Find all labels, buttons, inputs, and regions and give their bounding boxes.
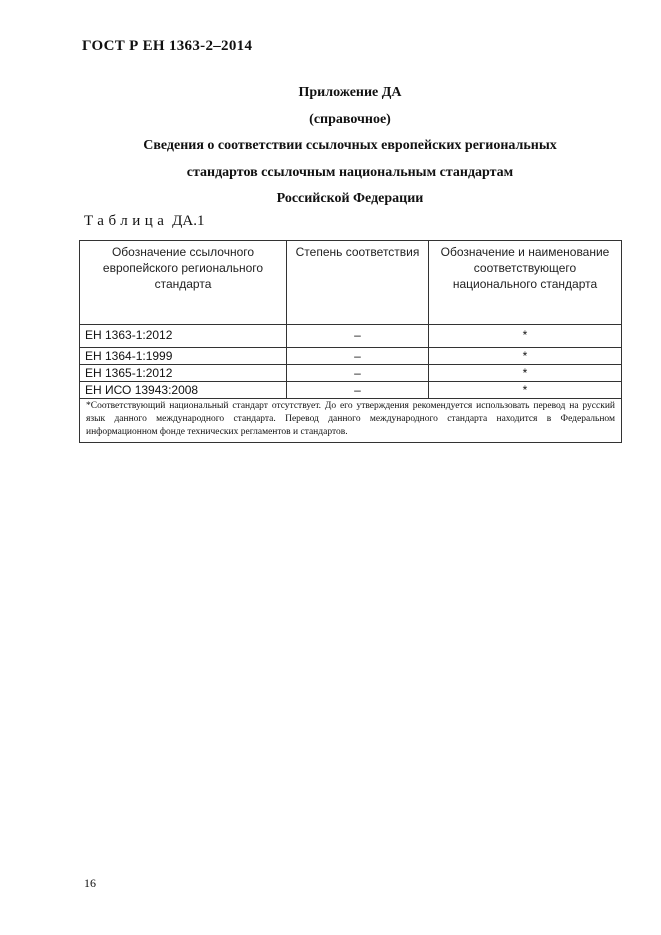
cell-european-standard: ЕН ИСО 13943:2008 [80,382,287,399]
cell-compliance-degree: – [287,348,429,365]
table-footnote-row [80,399,622,443]
cell-national-standard: * [429,382,622,399]
cell-compliance-degree: – [287,365,429,382]
cell-compliance-degree: – [287,382,429,399]
table-row [80,325,622,348]
annex-subtitle: (справочное) [309,111,391,127]
cell-european-standard: ЕН 1364-1:1999 [80,348,287,365]
column-header-european-standard: Обозначение ссылочного европейского регионального стандарта [80,241,287,325]
table-row [80,382,622,399]
column-header-national-standard: Обозначение и наименование соответствующего национального стандарта [429,241,622,325]
table-caption-id: ДА.1 [172,213,205,229]
cell-compliance-degree: – [287,325,429,348]
page-number: 16 [84,876,96,890]
cell-european-standard: ЕН 1363-1:2012 [80,325,287,348]
cell-national-standard: * [429,325,622,348]
annex-title: Приложение ДА [298,85,402,100]
cell-national-standard: * [429,365,622,382]
annex-title-block [82,80,618,213]
table-caption [84,213,204,230]
cell-european-standard: ЕН 1365-1:2012 [80,365,287,382]
table-footnote: *Соответствующий национальный стандарт отсутствует. До его утверждения рекомендуется использовать перевод на русский язык данного международного стандарта. Перевод данного международного стандарта находится в Федеральном информационном фонде технических регламентов и стандартов. [80,399,622,443]
table-row [80,365,622,382]
annex-heading-line-2: стандартов ссылочным национальным стандартам [186,164,514,180]
table-caption-word: Таблица [84,213,169,229]
table-row [80,348,622,365]
document-code: ГОСТ Р ЕН 1363-2–2014 [82,38,253,54]
annex-heading-line-1: Сведения о соответствии ссылочных европейских региональных [143,138,557,153]
reference-table [79,240,622,443]
annex-heading-line-3: Российской Федерации [276,191,424,206]
cell-national-standard: * [429,348,622,365]
table-header-row [80,241,622,325]
column-header-compliance-degree: Степень соответствия [287,241,429,325]
